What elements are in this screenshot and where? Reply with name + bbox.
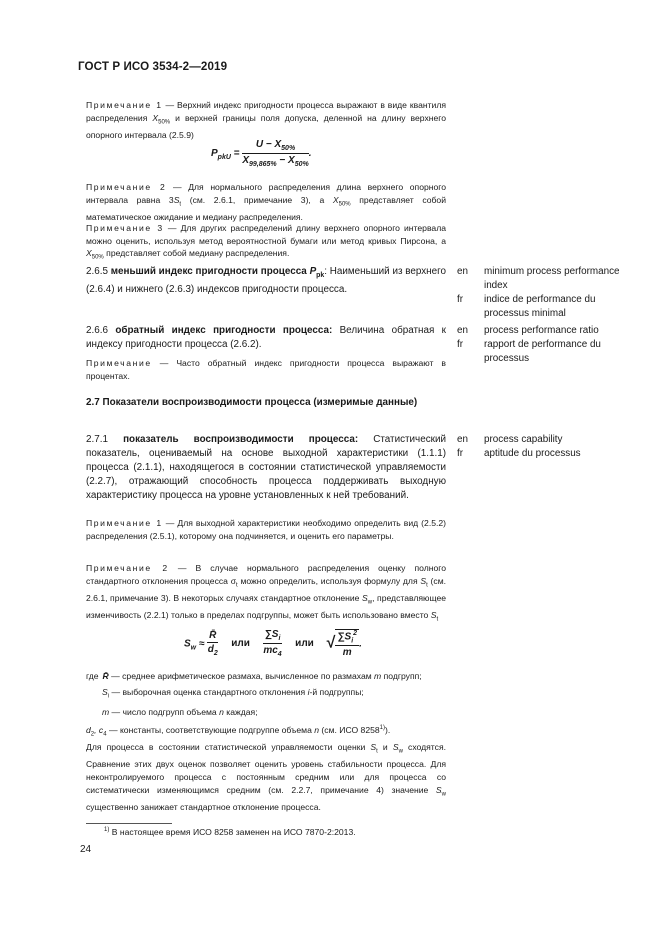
term-2-7-1: 2.7.1 показатель воспроизводимости процесса: Статистический показатель, оцениваемый на основе выходной характеристики (1.1.1) процесса (2.1.1), находящегося в состоянии статистической управляемости (2.2.7), отражающий способность процесса поддерживать выходную характеристику процесса на уровне установленных к ней требований.	[86, 434, 446, 501]
formula-legend: где R̄ — среднее арифметическое размаха, вычисленное по размахам m подгрупп; $S_i$ — выборочная оценка стандартного отклонения i-й подгруппы; m — число подгрупп объема n каждая; $d_2$, $c_4$ — константы, соответствующие подгруппе объема n (см. ИСО 8258$^{1)}$).	[86, 671, 422, 738]
fraction: $\frac{U - X_{50\%}}{X_{99,865\%} - X_{50\%}}$	[242, 139, 309, 168]
note-upper-index: Примечание 1 — Верхний индекс пригодности процесса выражают в виде квантиля распределения $X_{50\%}$ и верхней границы поля допуска, деленной на длину верхнего опорного интервала (2.5.9)	[86, 100, 447, 140]
fraction-range: $\frac{R̄}{d_2}$	[207, 630, 218, 658]
note-2-6-6: Примечание — Часто обратный индекс пригодности процесса выражают в процентах.	[86, 358, 446, 381]
footnote-divider	[86, 823, 172, 824]
sqrt-icon: √	[326, 634, 336, 652]
translations-2-6-6: en process performance ratio fr rapport de performance du processus	[457, 325, 601, 364]
formula-ppku: $P_{pkU}$ = $\frac{U - X_{50\%}}{X_{99,865\%} - X_{50\%}}$ .	[211, 139, 312, 168]
note-label: Примечание 1	[86, 100, 163, 110]
fraction-sqrt: $\frac{\sum S_i^2}{m}$	[337, 630, 358, 659]
note-other-distributions: Примечание 3 — Для других распределений длину верхнего опорного интервала можно оценить, используя метод вероятностной бумаги или метод кривых Пирсона, а $X_{50\%}$ представляет собой медиану распределения.	[86, 223, 446, 261]
translations-2-7-1: en process capability fr aptitude du processus	[457, 434, 581, 459]
formula-sw: $S_w$ ≈ $\frac{R̄}{d_2}$ или $\frac{\sum S_i}{mc_4}$ или √ $\frac{\sum S_i^2}{m}$ .	[184, 629, 362, 659]
term-2-6-6: 2.6.6 обратный индекс пригодности процесса: Величина обратная к индексу пригодности процесса (2.6.2).	[86, 325, 446, 350]
term-2-6-5: 2.6.5 меньший индекс пригодности процесса $P_{pk}$: Наименьший из верхнего (2.6.4) и нижнего (2.6.3) индексов пригодности процесса.	[86, 266, 446, 295]
translations-2-6-5: en minimum process performance index fr indice de performance du processus minimal	[457, 266, 620, 319]
section-title-2-7: 2.7 Показатели воспроизводимости процесса (измеримые данные)	[86, 397, 418, 408]
fraction-sum: $\frac{\sum S_i}{mc_4}$	[263, 629, 282, 659]
footnote: $^{1)}$ В настоящее время ИСО 8258 заменен на ИСО 7870-2:2013.	[104, 827, 356, 837]
closing-paragraph: Для процесса в состоянии статистической управляемости оценки $S_t$ и $S_w$ сходятся. Сравнение этих двух оценок позволяет оценить уровень стабильности процесса. Для неконтролируемого процесса с постоянным средним или для процесса со систематически изменяющимся средним (см. 2.2.7, примечание 4) значение $S_w$ существенно занижает стандартное отклонение процесса.	[86, 742, 446, 812]
note-2-7-1-second: Примечание 2 — В случае нормального распределения оценку полного стандартного отклонения процесса $\sigma_t$ можно определить, используя формулу для $S_t$ (см. 2.6.1, примечание 3). В некоторых случаях стандартное отклонение $S_w$, представляющее изменчивость (2.2.1) только в пределах подгруппы, может быть использовано вместо $S_t$	[86, 563, 447, 623]
document-header: ГОСТ Р ИСО 3534-2—2019	[78, 60, 228, 73]
note-2-7-1-first: Примечание 1 — Для выходной характеристики необходимо определить вид (2.5.2) распределения (2.5.1), которому она подчиняется, и оценить его параметры.	[86, 518, 447, 541]
note-normal-distribution: Примечание 2 — Для нормального распределения длина верхнего опорного интервала равна $3S_t$ (см. 2.6.1, примечание 3), а $X_{50\%}$ представляет собой математическое ожидание и медиану распределения.	[86, 182, 446, 222]
page-number: 24	[80, 844, 92, 855]
